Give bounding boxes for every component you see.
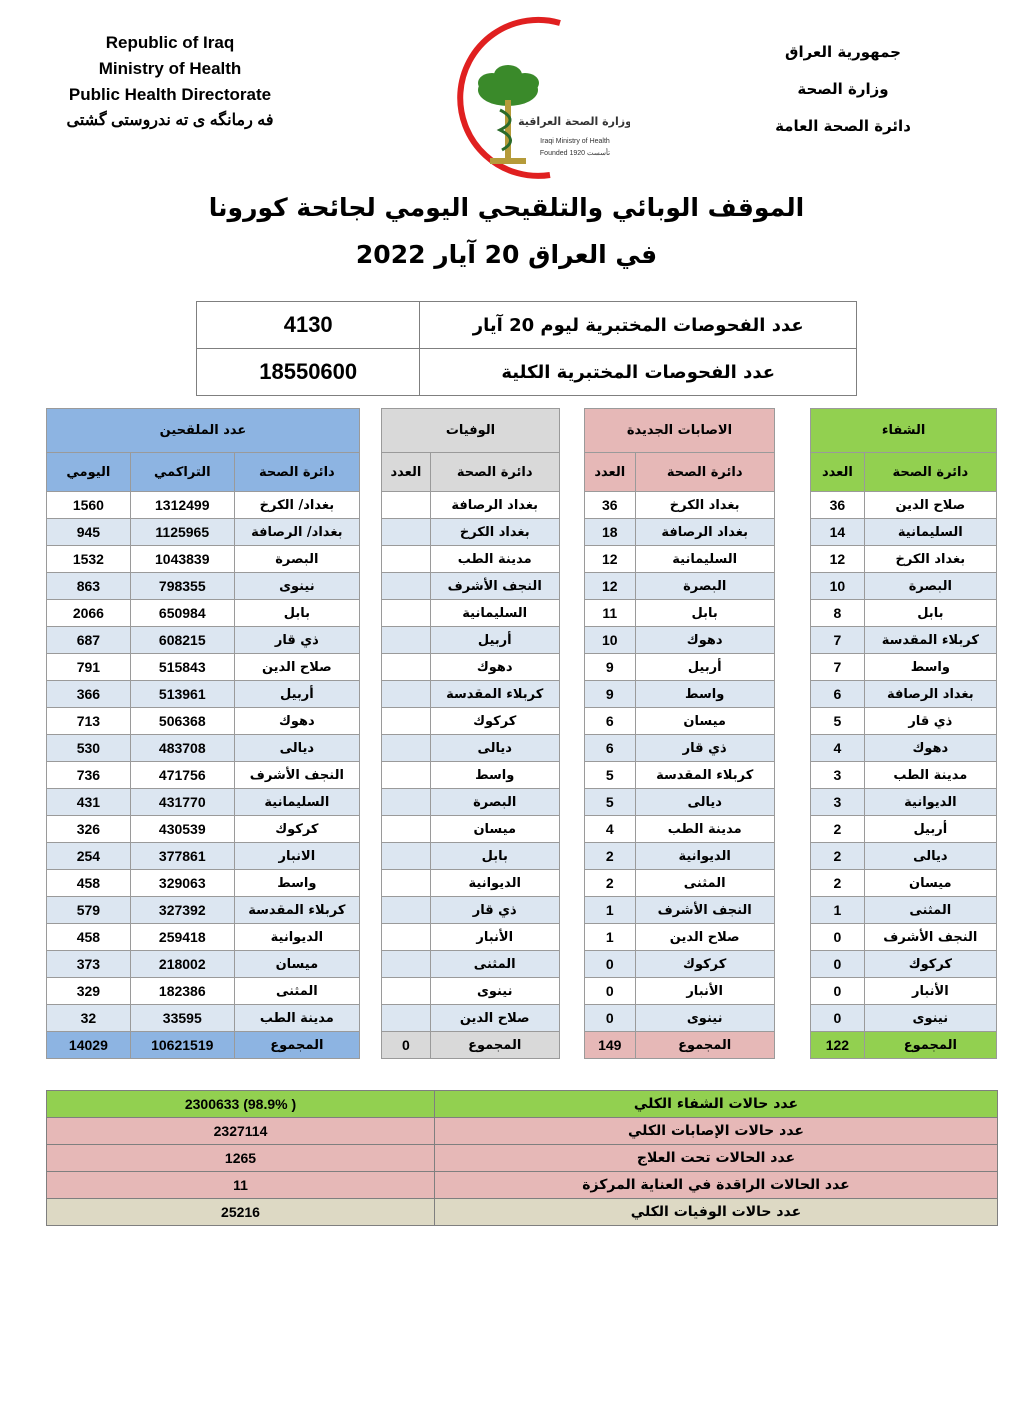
cell-vac-c: 515843 — [130, 654, 234, 681]
cell-new-n: 1 — [585, 924, 635, 951]
col-directorate: دائرة الصحة — [234, 453, 359, 492]
table-row — [47, 573, 997, 600]
section-deaths: الوفيات — [382, 409, 560, 453]
cell-dth-d: ذي قار — [430, 897, 559, 924]
cell-rec-d: بابل — [864, 600, 996, 627]
cell-rec-d: كربلاء المقدسة — [864, 627, 996, 654]
cell-vac-d: بغداد/ الرصافة — [234, 519, 359, 546]
cell-rec-d: ديالى — [864, 843, 996, 870]
cell-vac-c: 182386 — [130, 978, 234, 1005]
cell-vac-c: 650984 — [130, 600, 234, 627]
cell-vac-c: 329063 — [130, 870, 234, 897]
logo-emblem-icon — [430, 15, 630, 185]
cell-new-n: 5 — [585, 789, 635, 816]
daily-tests-value: 4130 — [197, 302, 420, 349]
summary-row — [47, 1199, 998, 1226]
cell-rec-n: 12 — [811, 546, 865, 573]
cell-new-n: 2 — [585, 870, 635, 897]
cell-vac-d: واسط — [234, 870, 359, 897]
cell-new-d: السليمانية — [635, 546, 774, 573]
section-recovered: الشفاء — [811, 409, 997, 453]
cell-dth-d: المثنى — [430, 951, 559, 978]
cell-rec-d: البصرة — [864, 573, 996, 600]
cell-rec-n: 0 — [811, 978, 865, 1005]
cell-dth-d: مدينة الطب — [430, 546, 559, 573]
header-en-line: Republic of Iraq — [105, 33, 235, 52]
cell-vac-y: 373 — [47, 951, 131, 978]
cell-dth-n — [382, 870, 430, 897]
cell-rec-d: أربيل — [864, 816, 996, 843]
cell-rec-d: المثنى — [864, 897, 996, 924]
cell-rec-n: 14 — [811, 519, 865, 546]
summary-row — [47, 1118, 998, 1145]
cell-vac-y: 736 — [47, 762, 131, 789]
cell-vac-y: 458 — [47, 870, 131, 897]
cell-dth-n — [382, 573, 430, 600]
cell-rec-n: 10 — [811, 573, 865, 600]
cell-dth-n — [382, 762, 430, 789]
cell-dth-n — [382, 654, 430, 681]
cell-vac-c: 327392 — [130, 897, 234, 924]
cell-new-d: بغداد الكرخ — [635, 492, 774, 519]
ministry-logo — [430, 15, 630, 185]
daily-stats-table — [46, 408, 997, 1059]
cell-new-n: 0 — [585, 978, 635, 1005]
column-header-row — [47, 453, 997, 492]
cell-dth-n — [382, 951, 430, 978]
summary-row — [47, 1091, 998, 1118]
cell-vac-d: صلاح الدين — [234, 654, 359, 681]
cell-new-d: مدينة الطب — [635, 816, 774, 843]
cell-new-d: النجف الأشرف — [635, 897, 774, 924]
cell-vac-c: 1043839 — [130, 546, 234, 573]
cell-rec-n: 5 — [811, 708, 865, 735]
cell-new-d: ديالى — [635, 789, 774, 816]
cell-rec-n: 7 — [811, 654, 865, 681]
cell-new-n: 4 — [585, 816, 635, 843]
total-tests-label: عدد الفحوصات المختبرية الكلية — [420, 349, 857, 396]
cell-vac-y: 254 — [47, 843, 131, 870]
col-count: العدد — [811, 453, 865, 492]
cell-dth-n — [382, 735, 430, 762]
cell-new-n: 36 — [585, 492, 635, 519]
cell-dth-n — [382, 978, 430, 1005]
cell-dth-n — [382, 924, 430, 951]
cell-vac-c: 430539 — [130, 816, 234, 843]
total-deaths: 0 — [382, 1032, 430, 1059]
cell-rec-d: صلاح الدين — [864, 492, 996, 519]
table-row — [47, 897, 997, 924]
cell-dth-n — [382, 546, 430, 573]
cell-new-n: 9 — [585, 654, 635, 681]
cell-new-n: 18 — [585, 519, 635, 546]
cell-vac-c: 471756 — [130, 762, 234, 789]
table-row — [47, 546, 997, 573]
cell-vac-c: 798355 — [130, 573, 234, 600]
cell-rec-d: مدينة الطب — [864, 762, 996, 789]
cell-vac-c: 513961 — [130, 681, 234, 708]
cell-new-n: 6 — [585, 735, 635, 762]
cell-rec-n: 0 — [811, 924, 865, 951]
table-row — [47, 1005, 997, 1032]
cell-rec-d: دهوك — [864, 735, 996, 762]
col-daily: اليومي — [47, 453, 131, 492]
cell-vac-y: 326 — [47, 816, 131, 843]
cell-dth-n — [382, 492, 430, 519]
cell-new-d: دهوك — [635, 627, 774, 654]
logo-title: وزارة الصحة العراقية — [518, 115, 630, 128]
summary-value: 2327114 — [47, 1118, 435, 1145]
cell-rec-n: 3 — [811, 762, 865, 789]
cell-rec-n: 0 — [811, 1005, 865, 1032]
cell-dth-d: الديوانية — [430, 870, 559, 897]
table-row — [47, 978, 997, 1005]
header-ar-line: دائرة الصحة العامة — [775, 117, 911, 135]
col-directorate: دائرة الصحة — [430, 453, 559, 492]
total-vac-cumulative: 10621519 — [130, 1032, 234, 1059]
cell-vac-d: البصرة — [234, 546, 359, 573]
summary-row — [47, 1145, 998, 1172]
cell-vac-y: 1532 — [47, 546, 131, 573]
logo-founded: Founded 1920 تأسست — [539, 150, 611, 157]
section-vaccinated: عدد الملقحين — [47, 409, 360, 453]
header-kurdish-line: فه رمانگه ی ته ندروستی گشتی — [66, 112, 274, 129]
cell-dth-d: بغداد الكرخ — [430, 519, 559, 546]
table-row — [47, 681, 997, 708]
cell-dth-d: واسط — [430, 762, 559, 789]
table-row — [47, 600, 997, 627]
cell-rec-d: بغداد الرصافة — [864, 681, 996, 708]
cell-vac-d: المثنى — [234, 978, 359, 1005]
cell-dth-n — [382, 681, 430, 708]
header-en-line: Ministry of Health — [98, 59, 242, 78]
cell-dth-d: دهوك — [430, 654, 559, 681]
cell-rec-d: السليمانية — [864, 519, 996, 546]
table-row — [47, 762, 997, 789]
cell-dth-n — [382, 843, 430, 870]
cell-rec-d: النجف الأشرف — [864, 924, 996, 951]
cell-vac-y: 579 — [47, 897, 131, 924]
cell-vac-y: 945 — [47, 519, 131, 546]
cell-dth-d: الأنبار — [430, 924, 559, 951]
cell-dth-n — [382, 897, 430, 924]
cell-vac-y: 366 — [47, 681, 131, 708]
cell-new-n: 1 — [585, 897, 635, 924]
cell-new-d: ميسان — [635, 708, 774, 735]
summary-value: 2300633 (98.9% ) — [47, 1091, 435, 1118]
cell-vac-d: أربيل — [234, 681, 359, 708]
cell-vac-y: 32 — [47, 1005, 131, 1032]
cell-new-d: كركوك — [635, 951, 774, 978]
header-ar-line: جمهورية العراق — [785, 43, 901, 61]
table-row — [47, 708, 997, 735]
logo-subtitle: Iraqi Ministry of Health — [540, 138, 610, 145]
section-header-row — [47, 409, 997, 453]
cell-vac-d: السليمانية — [234, 789, 359, 816]
cell-vac-c: 218002 — [130, 951, 234, 978]
cell-new-d: واسط — [635, 681, 774, 708]
cell-dth-d: السليمانية — [430, 600, 559, 627]
cell-new-n: 5 — [585, 762, 635, 789]
cell-new-d: نينوى — [635, 1005, 774, 1032]
cell-new-n: 12 — [585, 573, 635, 600]
cell-rec-d: ميسان — [864, 870, 996, 897]
cell-vac-d: الديوانية — [234, 924, 359, 951]
cell-vac-d: ذي قار — [234, 627, 359, 654]
cell-dth-d: كركوك — [430, 708, 559, 735]
table-row — [47, 843, 997, 870]
cell-rec-d: ذي قار — [864, 708, 996, 735]
table-row — [47, 735, 997, 762]
cell-rec-n: 3 — [811, 789, 865, 816]
cell-new-d: الديوانية — [635, 843, 774, 870]
summary-label: عدد حالات الوفيات الكلي — [435, 1199, 998, 1226]
total-label: المجموع — [234, 1032, 359, 1059]
page-title: الموقف الوبائي والتلقيحي اليومي لجائحة كورونا — [208, 193, 805, 222]
total-new-cases: 149 — [585, 1032, 635, 1059]
cell-vac-y: 791 — [47, 654, 131, 681]
table-row — [47, 951, 997, 978]
col-directorate: دائرة الصحة — [864, 453, 996, 492]
table-row — [47, 654, 997, 681]
col-count: العدد — [585, 453, 635, 492]
cell-vac-y: 2066 — [47, 600, 131, 627]
cell-vac-c: 259418 — [130, 924, 234, 951]
table-row — [47, 816, 997, 843]
lab-tests-table — [196, 301, 857, 396]
cell-vac-d: مدينة الطب — [234, 1005, 359, 1032]
table-row — [47, 519, 997, 546]
cell-dth-n — [382, 627, 430, 654]
cell-vac-d: دهوك — [234, 708, 359, 735]
table-row — [47, 492, 997, 519]
col-cumulative: التراكمي — [130, 453, 234, 492]
header-english — [40, 30, 300, 134]
cell-vac-y: 431 — [47, 789, 131, 816]
total-vac-daily: 14029 — [47, 1032, 131, 1059]
cell-rec-d: الديوانية — [864, 789, 996, 816]
cell-vac-c: 1125965 — [130, 519, 234, 546]
cell-rec-d: الأنبار — [864, 978, 996, 1005]
cell-vac-d: النجف الأشرف — [234, 762, 359, 789]
cell-vac-d: بغداد/ الكرخ — [234, 492, 359, 519]
cell-dth-d: صلاح الدين — [430, 1005, 559, 1032]
cell-new-d: البصرة — [635, 573, 774, 600]
cell-new-d: الأنبار — [635, 978, 774, 1005]
header-en-line: Public Health Directorate — [68, 85, 272, 104]
cell-vac-d: نينوى — [234, 573, 359, 600]
cell-new-n: 9 — [585, 681, 635, 708]
cell-rec-n: 2 — [811, 816, 865, 843]
cell-rec-n: 6 — [811, 681, 865, 708]
cell-new-d: بغداد الرصافة — [635, 519, 774, 546]
cell-vac-c: 431770 — [130, 789, 234, 816]
cell-vac-d: كركوك — [234, 816, 359, 843]
cell-vac-y: 458 — [47, 924, 131, 951]
cell-new-d: صلاح الدين — [635, 924, 774, 951]
cell-new-n: 0 — [585, 1005, 635, 1032]
cell-rec-n: 2 — [811, 843, 865, 870]
cell-rec-n: 1 — [811, 897, 865, 924]
page-subtitle: في العراق 20 آيار 2022 — [355, 240, 658, 269]
cell-new-n: 12 — [585, 546, 635, 573]
cell-new-d: ذي قار — [635, 735, 774, 762]
cell-vac-y: 329 — [47, 978, 131, 1005]
cell-vac-y: 530 — [47, 735, 131, 762]
cell-vac-c: 33595 — [130, 1005, 234, 1032]
section-new-cases: الاصابات الجديدة — [585, 409, 775, 453]
table-row — [47, 870, 997, 897]
cell-rec-n: 2 — [811, 870, 865, 897]
cell-vac-c: 1312499 — [130, 492, 234, 519]
cell-vac-c: 608215 — [130, 627, 234, 654]
cell-vac-c: 506368 — [130, 708, 234, 735]
cell-new-d: بابل — [635, 600, 774, 627]
cell-dth-d: النجف الأشرف — [430, 573, 559, 600]
table-row — [47, 924, 997, 951]
table-row — [47, 789, 997, 816]
summary-label: عدد حالات الشفاء الكلي — [435, 1091, 998, 1118]
summary-label: عدد الحالات الراقدة في العناية المركزة — [435, 1172, 998, 1199]
cell-rec-d: نينوى — [864, 1005, 996, 1032]
cell-vac-d: بابل — [234, 600, 359, 627]
cell-vac-y: 713 — [47, 708, 131, 735]
header-ar-line: وزارة الصحة — [797, 80, 889, 98]
total-recovered: 122 — [811, 1032, 865, 1059]
cell-new-d: أربيل — [635, 654, 774, 681]
cell-rec-d: واسط — [864, 654, 996, 681]
cell-vac-d: الانبار — [234, 843, 359, 870]
cell-dth-d: بابل — [430, 843, 559, 870]
summary-label: عدد حالات الإصابات الكلي — [435, 1118, 998, 1145]
cell-vac-c: 377861 — [130, 843, 234, 870]
cell-dth-n — [382, 789, 430, 816]
total-label: المجموع — [430, 1032, 559, 1059]
cell-rec-n: 36 — [811, 492, 865, 519]
cell-new-d: المثنى — [635, 870, 774, 897]
cell-rec-n: 8 — [811, 600, 865, 627]
cell-new-d: كربلاء المقدسة — [635, 762, 774, 789]
total-tests-row — [197, 349, 857, 396]
daily-tests-row — [197, 302, 857, 349]
col-count: العدد — [382, 453, 430, 492]
cell-dth-d: أربيل — [430, 627, 559, 654]
totals-row — [47, 1032, 997, 1059]
cell-vac-y: 687 — [47, 627, 131, 654]
col-directorate: دائرة الصحة — [635, 453, 774, 492]
summary-value: 25216 — [47, 1199, 435, 1226]
header-arabic — [733, 34, 953, 145]
cell-vac-y: 1560 — [47, 492, 131, 519]
total-label: المجموع — [635, 1032, 774, 1059]
cell-new-n: 2 — [585, 843, 635, 870]
summary-value: 11 — [47, 1172, 435, 1199]
cell-new-n: 11 — [585, 600, 635, 627]
summary-label: عدد الحالات تحت العلاج — [435, 1145, 998, 1172]
cell-dth-n — [382, 708, 430, 735]
cell-dth-n — [382, 816, 430, 843]
table-row — [47, 627, 997, 654]
cell-rec-d: بغداد الكرخ — [864, 546, 996, 573]
cell-rec-n: 0 — [811, 951, 865, 978]
cell-rec-n: 7 — [811, 627, 865, 654]
summary-value: 1265 — [47, 1145, 435, 1172]
cell-rec-d: كركوك — [864, 951, 996, 978]
cell-vac-d: كربلاء المقدسة — [234, 897, 359, 924]
cell-vac-d: ديالى — [234, 735, 359, 762]
cell-new-n: 10 — [585, 627, 635, 654]
cell-dth-d: ديالى — [430, 735, 559, 762]
cell-rec-n: 4 — [811, 735, 865, 762]
cell-vac-c: 483708 — [130, 735, 234, 762]
cell-vac-d: ميسان — [234, 951, 359, 978]
cell-dth-d: البصرة — [430, 789, 559, 816]
summary-row — [47, 1172, 998, 1199]
total-label: المجموع — [864, 1032, 996, 1059]
cell-new-n: 0 — [585, 951, 635, 978]
cell-dth-d: كربلاء المقدسة — [430, 681, 559, 708]
cell-vac-y: 863 — [47, 573, 131, 600]
cell-dth-n — [382, 600, 430, 627]
cell-dth-d: ميسان — [430, 816, 559, 843]
cell-dth-d: نينوى — [430, 978, 559, 1005]
cell-new-n: 6 — [585, 708, 635, 735]
cell-dth-n — [382, 519, 430, 546]
summary-table — [46, 1090, 998, 1226]
daily-tests-label: عدد الفحوصات المختبرية ليوم 20 آيار — [420, 302, 857, 349]
cell-dth-d: بغداد الرصافة — [430, 492, 559, 519]
cell-dth-n — [382, 1005, 430, 1032]
total-tests-value: 18550600 — [197, 349, 420, 396]
